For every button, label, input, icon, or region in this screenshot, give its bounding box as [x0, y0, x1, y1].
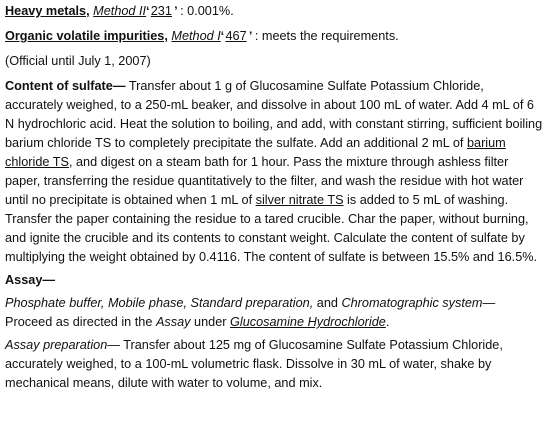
sulfate-text-2: , and digest on a steam bath for 1 hour. Pass the mixture through ashless filter paper, transferring the residue quantitatively to the filter, and wash the residue with hot water until no precipitate is obtained when 1 mL of: [5, 155, 524, 207]
brace-close-icon: ’: [246, 29, 252, 43]
assay-sub-1-under: under: [190, 315, 230, 329]
assay-sub-1-text: Proceed as directed in the: [5, 315, 156, 329]
sulfate-text-1: Transfer about 1 g of Glucosamine Sulfate Potassium Chloride, accurately weighed, to a 250-mL beaker, and dissolve in about 100 mL of water. Add 4 mL of 6 N hydrochloric acid. Heat the solution to boiling, and add, with constant stirring, sufficient boiling barium chloride TS to completely precipitate the sulfate. Add an additional 2 mL of: [5, 79, 543, 150]
assay-sub-1-italic: Phosphate buffer, Mobile phase, Standard preparation,: [5, 296, 314, 310]
assay-preparation-text: Transfer about 125 mg of Glucosamine Sulfate Potassium Chloride, accurately weighed, to a 100-mL volumetric flask. Dissolve in 30 mL of water, shake by mechanical means, dilute with water to volume, and mix.: [5, 338, 503, 390]
heavy-metals-ref-link[interactable]: 231: [150, 4, 172, 18]
heavy-metals-label: Heavy metals,: [5, 4, 90, 18]
organic-volatile-label: Organic volatile impurities,: [5, 29, 168, 43]
assay-sub-1-end: .: [385, 315, 390, 329]
content-of-sulfate-heading: Content of sulfate—: [5, 79, 126, 93]
organic-volatile-ref-link[interactable]: 467: [225, 29, 247, 43]
brace-open-icon: ‘: [220, 29, 226, 43]
heavy-metals-line: [5, 2, 545, 21]
organic-volatile-method-link[interactable]: Method I: [171, 29, 221, 43]
silver-nitrate-link[interactable]: silver nitrate TS: [255, 193, 344, 207]
assay-sub-1-assay-italic: Assay: [155, 315, 191, 329]
assay-sub-1: [5, 294, 545, 332]
content-of-sulfate-paragraph: [5, 77, 545, 267]
assay-sub-1-italic-2: Chromatographic system—: [341, 296, 496, 310]
organic-volatile-value: : meets the requirements.: [254, 29, 399, 43]
heavy-metals-value: : 0.001%.: [180, 4, 234, 18]
brace-close-icon: ’: [171, 4, 177, 18]
assay-preparation-heading: Assay preparation—: [5, 338, 120, 352]
barium-chloride-link[interactable]: barium chloride TS: [5, 136, 506, 169]
organic-volatile-line: [5, 27, 545, 46]
glucosamine-hydrochloride-link[interactable]: Glucosamine Hydrochloride: [230, 315, 386, 329]
brace-open-icon: ‘: [146, 4, 151, 18]
assay-heading: Assay—: [5, 273, 56, 287]
assay-sub-2: [5, 336, 545, 393]
official-note: (Official until July 1, 2007): [5, 54, 151, 68]
assay-sub-1-and: and: [313, 296, 342, 310]
sulfate-text-3: is added to 5 mL of washing. Transfer the paper containing the residue to a tared crucible. Char the paper, without burning, and ignite the crucible and its contents to constant weight. Calculate the content of sulfate by multiplying the weight obtained by 0.4116. The content of sulfate is between 15.5% and 16.5%.: [5, 193, 538, 264]
heavy-metals-method-link[interactable]: Method II: [93, 4, 147, 18]
